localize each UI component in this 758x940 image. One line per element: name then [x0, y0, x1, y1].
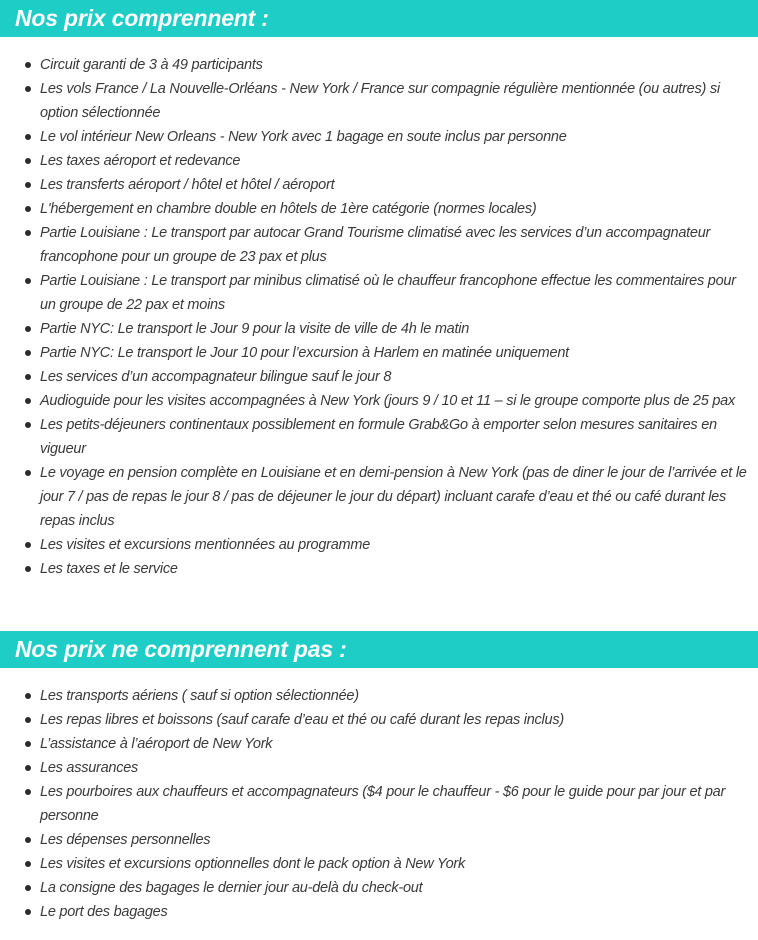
list-item: Les services d’un accompagnateur bilingue sauf le jour 8 — [0, 365, 758, 389]
list-item: Les petits-déjeuners continentaux possiblement en formule Grab&Go à emporter selon mesures sanitaires en vigueur — [0, 413, 758, 461]
list-item: Partie Louisiane : Le transport par minibus climatisé où le chauffeur francophone effectue les commentaires pour un groupe de 22 pax et moins — [0, 269, 758, 317]
excluded-list — [0, 684, 758, 924]
list-item: Circuit garanti de 3 à 49 participants — [0, 53, 758, 77]
list-item: Les vols France / La Nouvelle-Orléans - New York / France sur compagnie régulière mentionnée (ou autres) si option sélectionnée — [0, 77, 758, 125]
list-item: Le voyage en pension complète en Louisiane et en demi-pension à New York (pas de diner le jour de l’arrivée et le jour 7 / pas de repas le jour 8 / pas de déjeuner le jour du départ) incluant carafe d’eau et thé ou café durant les repas inclus — [0, 461, 758, 533]
excluded-section-title: Nos prix ne comprennent pas : — [0, 631, 758, 668]
list-item: L'hébergement en chambre double en hôtels de 1ère catégorie (normes locales) — [0, 197, 758, 221]
list-item: Partie NYC: Le transport le Jour 9 pour la visite de ville de 4h le matin — [0, 317, 758, 341]
list-item: Audioguide pour les visites accompagnées à New York (jours 9 / 10 et 11 – si le groupe comporte plus de 25 pax — [0, 389, 758, 413]
list-item: Les dépenses personnelles — [0, 828, 758, 852]
list-item: Le port des bagages — [0, 900, 758, 924]
included-list — [0, 53, 758, 581]
list-item: Partie Louisiane : Le transport par autocar Grand Tourisme climatisé avec les services d’un accompagnateur francophone pour un groupe de 23 pax et plus — [0, 221, 758, 269]
list-item: Partie NYC: Le transport le Jour 10 pour l’excursion à Harlem en matinée uniquement — [0, 341, 758, 365]
list-item: Les visites et excursions optionnelles dont le pack option à New York — [0, 852, 758, 876]
list-item: Les taxes et le service — [0, 557, 758, 581]
list-item: La consigne des bagages le dernier jour au-delà du check-out — [0, 876, 758, 900]
list-item: Les transports aériens ( sauf si option sélectionnée) — [0, 684, 758, 708]
list-item: Les visites et excursions mentionnées au programme — [0, 533, 758, 557]
included-section-title: Nos prix comprennent : — [0, 0, 758, 37]
list-item: Les repas libres et boissons (sauf carafe d’eau et thé ou café durant les repas inclus) — [0, 708, 758, 732]
list-item: Les assurances — [0, 756, 758, 780]
list-item: Le vol intérieur New Orleans - New York avec 1 bagage en soute inclus par personne — [0, 125, 758, 149]
list-item: Les transferts aéroport / hôtel et hôtel / aéroport — [0, 173, 758, 197]
list-item: L’assistance à l’aéroport de New York — [0, 732, 758, 756]
list-item: Les taxes aéroport et redevance — [0, 149, 758, 173]
list-item: Les pourboires aux chauffeurs et accompagnateurs ($4 pour le chauffeur - $6 pour le guide pour par jour et par personne — [0, 780, 758, 828]
